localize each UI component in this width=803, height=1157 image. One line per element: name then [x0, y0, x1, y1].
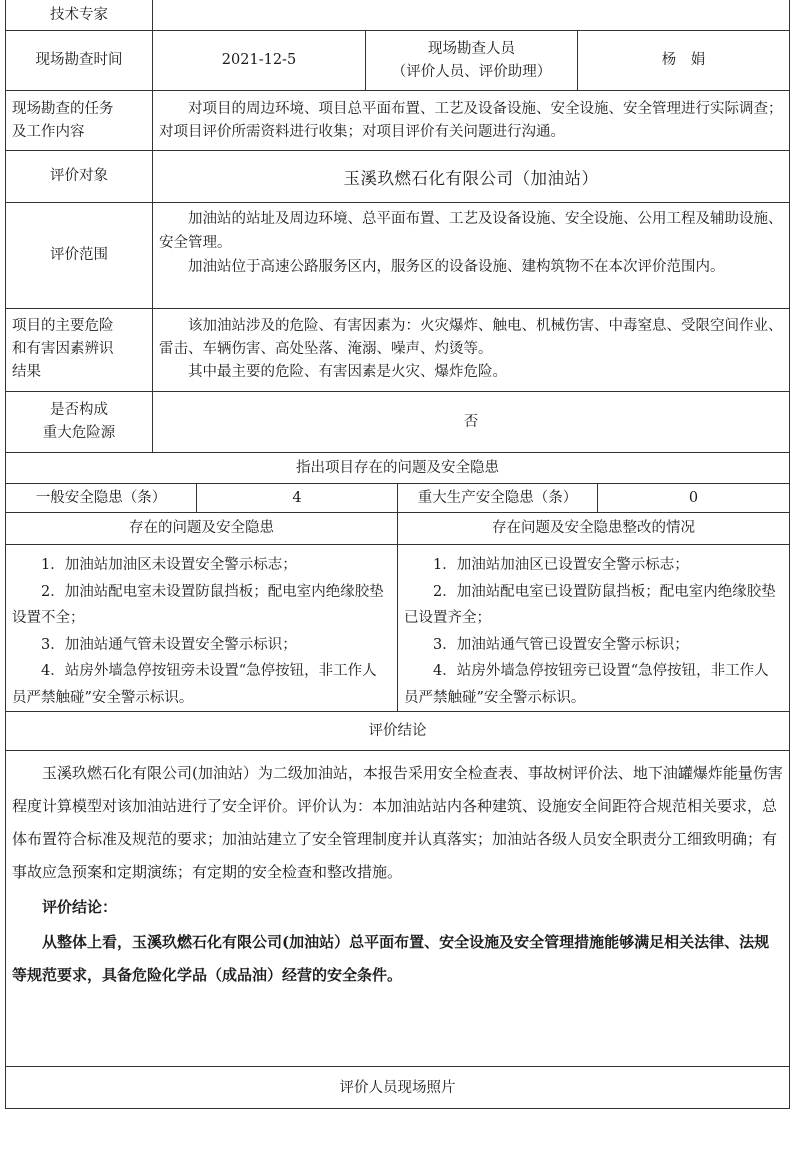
- major-hazard-row: [6, 392, 789, 453]
- major-hazard-value: 否: [152, 392, 789, 452]
- major-hazard-count: 0: [597, 484, 789, 512]
- task-label-line2: 及工作内容: [12, 124, 85, 140]
- hazards-row: [6, 309, 789, 392]
- major-hazard-label-line1: 是否构成: [50, 402, 108, 418]
- survey-time-label: 现场勘查时间: [35, 52, 123, 68]
- survey-row: [6, 31, 789, 91]
- hazards-label-line1: 项目的主要危险: [12, 318, 114, 334]
- scope-row: [6, 203, 789, 309]
- hazards-label-line2: 和有害因素辨识: [12, 341, 114, 357]
- hazards-paragraph-2: 其中最主要的危险、有害因素是火灾、爆炸危险。: [188, 364, 507, 380]
- conclusion-content: [6, 751, 789, 1066]
- conclusion-body: 玉溪玖燃石化有限公司(加油站）为二级加油站，本报告采用安全检查表、事故树评价法、地下油罐爆炸能量伤害程度计算模型对该加油站进行了安全评价。评价认为：本加油站站内各种建筑、设施安全间距符合规范相关要求，总体布置符合标准及规范的要求；加油站建立了安全管理制度并认真落实；加油站各级人员安全职责分工细致明确；有事故应急预案和定期演练；有定期的安全检查和整改措施。: [12, 764, 783, 881]
- major-hazard-label-line2: 重大危险源: [42, 425, 116, 441]
- rectification-item: 2．加油站配电室已设置防鼠挡板；配电室内绝缘胶垫已设置齐全；: [404, 583, 776, 626]
- hazards-content: [152, 309, 789, 391]
- expert-label: 技术专家: [50, 6, 108, 23]
- hazards-label: [6, 309, 152, 391]
- expert-row: [6, 0, 789, 31]
- conclusion-header: 评价结论: [6, 712, 789, 751]
- issues-columns-row: [6, 513, 789, 545]
- rectification-item: 4．站房外墙急停按钮旁已设置“急停按钮，非工作人员严禁触碰”安全警示标识。: [404, 663, 769, 706]
- conclusion-final: 从整体上看，玉溪玖燃石化有限公司(加油站）总平面布置、安全设施及安全管理措施能够满足相关法律、法规等规范要求，具备危险化学品（成品油）经营的安全条件。: [12, 933, 770, 984]
- issues-header: 指出项目存在的问题及安全隐患: [6, 453, 789, 484]
- object-value: 玉溪玖燃石化有限公司（加油站）: [152, 151, 789, 202]
- task-content-cell: [152, 91, 789, 150]
- survey-time-value: 2021-12-5: [152, 31, 365, 90]
- issue-item: 3．加油站通气管未设置安全警示标识；: [41, 636, 297, 653]
- issues-column-right: 存在问题及安全隐患整改的情况: [397, 513, 789, 544]
- rectification-item: 1．加油站加油区已设置安全警示标志；: [433, 557, 689, 573]
- issues-list-row: [6, 545, 789, 712]
- survey-personnel-label-line1: 现场勘查人员: [428, 40, 515, 57]
- issue-item: 2．加油站配电室未设置防鼠挡板；配电室内绝缘胶垫设置不全；: [12, 583, 384, 626]
- issues-count-row: [6, 484, 789, 513]
- issues-column-left: 存在的问题及安全隐患: [129, 520, 274, 536]
- issue-item: 1．加油站加油区未设置安全警示标志；: [41, 557, 297, 573]
- task-row: [6, 91, 789, 151]
- hazards-paragraph-1: 该加油站涉及的危险、有害因素为：火灾爆炸、触电、机械伤害、中毒窒息、受限空间作业、雷击、车辆伤害、高处坠落、淹溺、噪声、灼烫等。: [159, 318, 783, 357]
- evaluation-form: [5, 0, 790, 1109]
- photos-header: 评价人员现场照片: [339, 1079, 456, 1096]
- scope-paragraph-2: 加油站位于高速公路服务区内，服务区的设备设施、建构筑物不在本次评价范围内。: [188, 259, 725, 275]
- general-hazard-count: 4: [196, 484, 397, 512]
- task-content: 对项目的周边环境、项目总平面布置、工艺及设备设施、安全设施、安全管理进行实际调查；对项目评价所需资料进行收集；对项目评价有关问题进行沟通。: [159, 101, 783, 140]
- task-label-line1: 现场勘查的任务: [12, 101, 114, 117]
- survey-personnel-label-line2: （评价人员、评价助理）: [391, 63, 552, 80]
- scope-paragraph-1: 加油站的站址及周边环境、总平面布置、工艺及设备设施、安全设施、公用工程及辅助设施、安全管理。: [159, 211, 783, 251]
- object-label: 评价对象: [50, 168, 108, 184]
- scope-content: [152, 203, 789, 308]
- major-hazard-label: [6, 392, 152, 452]
- survey-personnel-value: 杨 娟: [577, 31, 789, 90]
- scope-label: 评价范围: [50, 247, 108, 263]
- expert-value: [152, 0, 789, 30]
- task-label: [6, 91, 152, 150]
- issue-item: 4．站房外墙急停按钮旁未设置“急停按钮，非工作人员严禁触碰”安全警示标识。: [12, 663, 377, 706]
- conclusion-sub-label: 评价结论：: [42, 898, 118, 916]
- general-hazard-label: 一般安全隐患（条）: [35, 489, 167, 506]
- rectification-item: 3．加油站通气管已设置安全警示标识；: [433, 636, 689, 653]
- conclusion-row: [6, 751, 789, 1067]
- survey-personnel-label: [365, 31, 577, 90]
- object-row: [6, 151, 789, 203]
- issues-list-right: [397, 545, 789, 711]
- major-hazard-count-label: 重大生产安全隐患（条）: [397, 484, 597, 512]
- issues-list-left: [6, 545, 397, 711]
- hazards-label-line3: 结果: [12, 364, 41, 380]
